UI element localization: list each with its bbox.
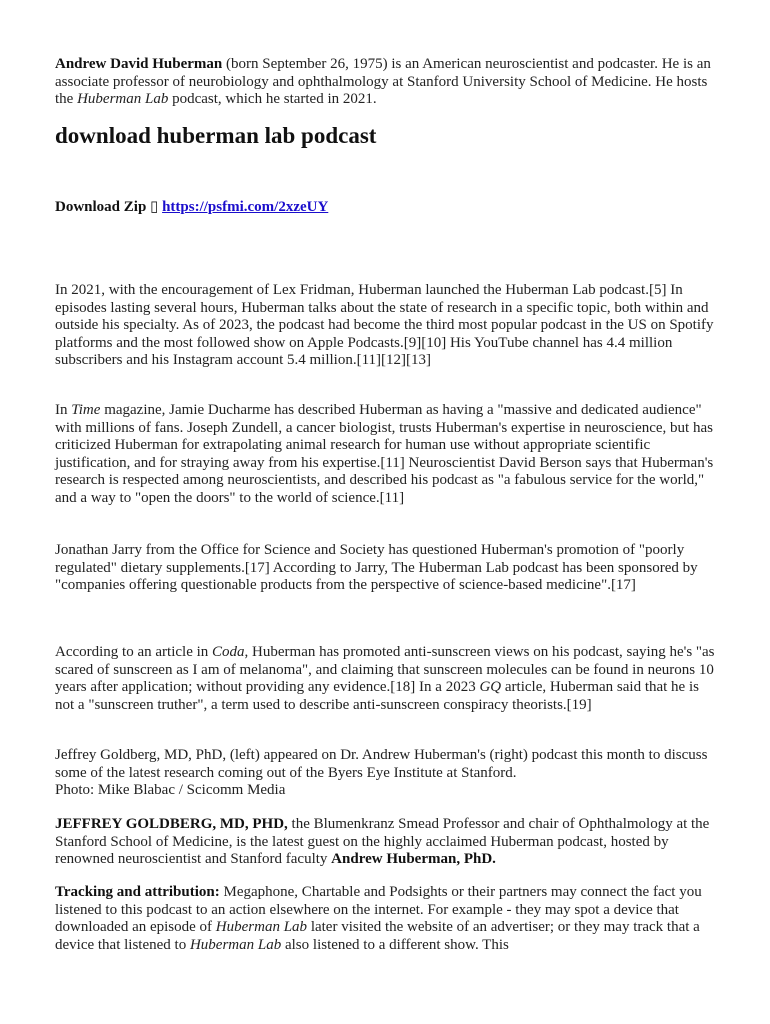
italic-text: Huberman Lab xyxy=(215,919,308,936)
italic-text: Coda xyxy=(212,644,245,660)
text: (born September 26, 1975) is an American neuroscientist and podcaster. He is an associate professor of neurobiology and ophthalmology at Stanford University School of Medicine. He hosts the xyxy=(55,56,711,108)
intro-paragraph xyxy=(55,56,720,109)
page-title: download huberman lab podcast xyxy=(55,123,377,148)
bold-text: Tracking and attribution: xyxy=(55,884,220,900)
paragraph-guest xyxy=(55,816,720,869)
text: According to an article in xyxy=(55,644,213,660)
subject-name: Andrew David Huberman xyxy=(55,56,223,72)
italic-text: Huberman Lab xyxy=(77,91,169,108)
bold-text: Andrew Huberman, PhD. xyxy=(331,851,496,868)
text: also listened to a different show. This xyxy=(281,936,509,953)
download-line xyxy=(55,199,720,217)
text: , Huberman has promoted anti-sunscreen views on his podcast, saying he's "as scared of sunscreen as I am of melanoma", and claiming that sunscreen molecules can be found in neurons 10 years after application; without providing any evidence.[18] In a 2023 xyxy=(55,644,715,696)
bold-text: JEFFREY GOLDBERG, MD, PHD, xyxy=(55,816,288,832)
text: magazine, Jamie Ducharme has described Huberman as having a "massive and dedicated audience" with millions of fans. Joseph Zundell, a cancer biologist, trusts Huberman's expertise in neuroscience, but has criticized Huberman for extrapolating animal research for human use without appropriate scientific justification, and for straying away from his expertise.[11] Neuroscientist David Berson says that Huberman's research is respected among neuroscientists, and described his podcast as "a fabulous service for the world," and a way to "open the doors" to the world of science.[11] xyxy=(55,402,714,506)
text: later visited the website of an advertiser; or they may track that a device that listened to xyxy=(55,919,700,953)
paragraph-sunscreen xyxy=(55,644,720,714)
text: podcast, which he started in 2021. xyxy=(168,91,377,108)
text: the Blumenkranz Smead Professor and chair of Ophthalmology at the Stanford School of Medicine, is the latest guest on the highly acclaimed Huberman podcast, hosted by renowned neuroscientist and Stanford faculty xyxy=(55,816,710,868)
download-link[interactable]: https://psfmi.com/2xzeUY xyxy=(162,199,329,215)
photo-caption xyxy=(55,747,720,800)
caption-text: Jeffrey Goldberg, MD, PhD, (left) appeared on Dr. Andrew Huberman's (right) podcast this month to discuss some of the latest research coming out of the Byers Eye Institute at Stanford. xyxy=(55,747,708,781)
paragraph-supplements: Jonathan Jarry from the Office for Science and Society has questioned Huberman's promotion of "poorly regulated" dietary supplements.[17] According to Jarry, The Huberman Lab podcast has been sponsored by "companies offering questionable products from the perspective of science-based medicine".[17] xyxy=(55,542,698,594)
download-label: Download Zip xyxy=(55,199,147,215)
paragraph-reception xyxy=(55,402,720,508)
missing-glyph-icon: ▯ xyxy=(150,199,159,215)
italic-text: GQ xyxy=(479,679,502,696)
text: article, Huberman said that he is not a "sunscreen truther", a term used to describe anti-sunscreen conspiracy theorists.[19] xyxy=(55,679,699,713)
photo-credit: Photo: Mike Blabac / Scicomm Media xyxy=(55,782,286,799)
italic-text: Time xyxy=(71,402,101,418)
italic-text: Huberman Lab xyxy=(189,936,282,953)
text: In xyxy=(55,402,72,418)
paragraph-podcast: In 2021, with the encouragement of Lex Fridman, Huberman launched the Huberman Lab podcast.[5] In episodes lasting several hours, Huberman talks about the state of research in a specific topic, both within and outside his specialty. As of 2023, the podcast had become the third most popular podcast in the US on Spotify platforms and the most followed show on Apple Podcasts.[9][10] His YouTube channel has 4.4 million subscribers and his Instagram account 5.4 million.[11][12][13] xyxy=(55,282,714,369)
text: Megaphone, Chartable and Podsights or their partners may connect the fact you listened to this podcast to an action elsewhere on the internet. For example - they may spot a device that downloaded an episode of xyxy=(55,884,702,936)
paragraph-tracking xyxy=(55,884,720,954)
